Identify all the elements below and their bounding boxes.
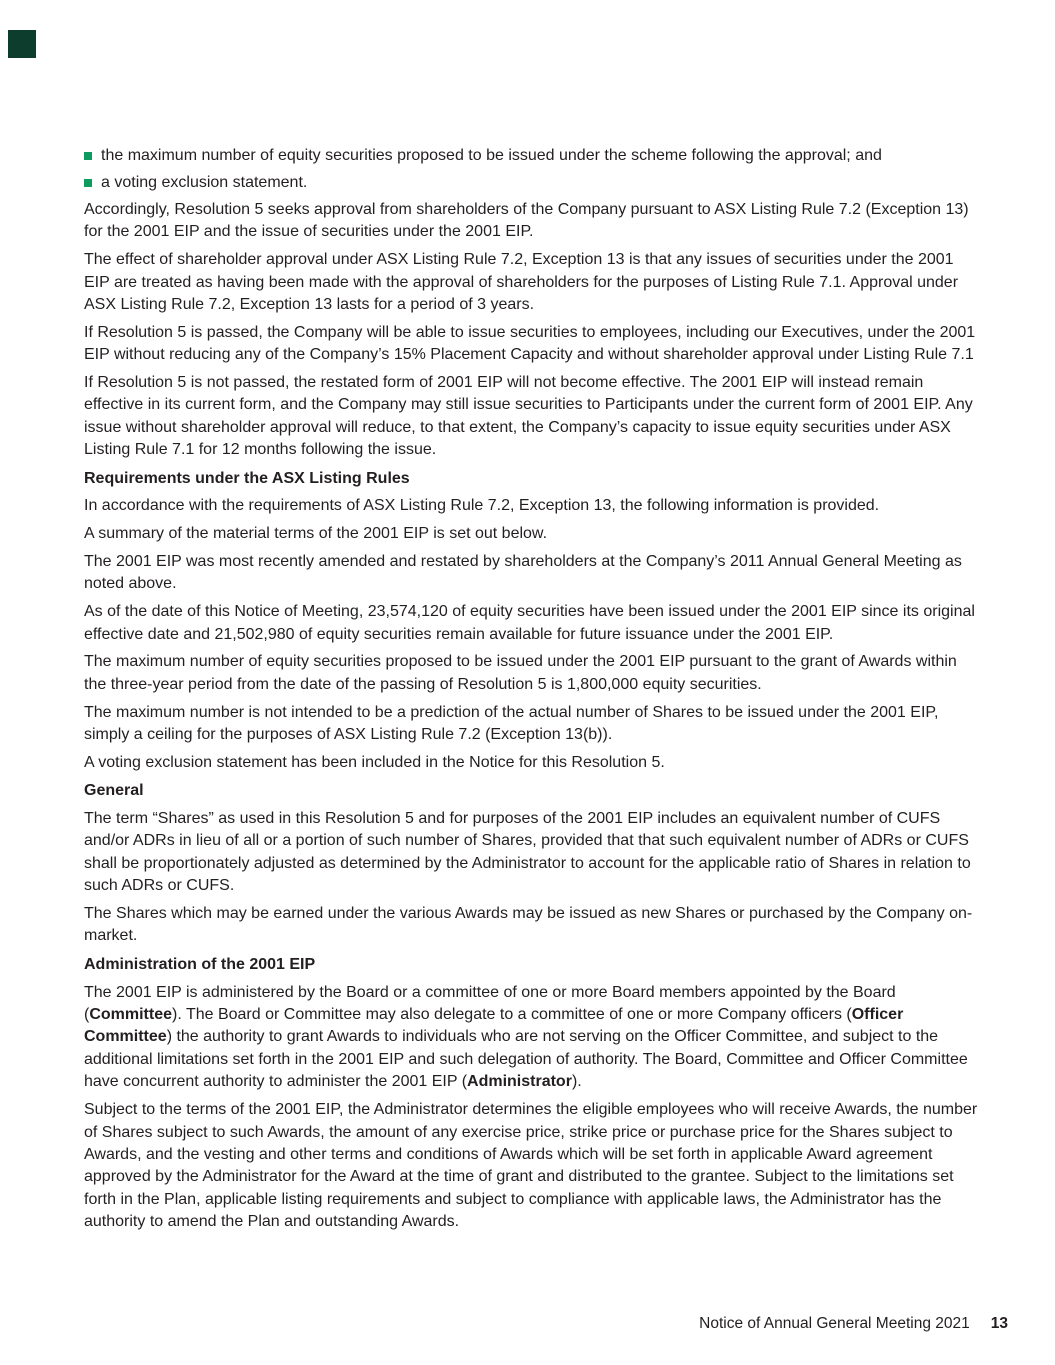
body-paragraph bbox=[84, 808, 978, 898]
footer-title: Notice of Annual General Meeting 2021 bbox=[699, 1315, 970, 1332]
bullet-square-icon bbox=[84, 152, 92, 160]
bullet-item bbox=[84, 172, 978, 194]
section-heading bbox=[84, 954, 978, 976]
page-number: 13 bbox=[990, 1315, 1008, 1332]
text-run: If Resolution 5 is passed, the Company will be able to issue securities to employees, including our Executives, under the 2001 EIP without reducing any of the Company’s 15% Placement Capacity and without shareholder approval under Listing Rule 7.1 bbox=[84, 323, 976, 364]
text-run: A voting exclusion statement has been included in the Notice for this Resolution 5. bbox=[84, 753, 665, 771]
text-run: The effect of shareholder approval under ASX Listing Rule 7.2, Exception 13 is that any issues of securities under the 2001 EIP are treated as having been made with the approval of shareholders for the purposes of Listing Rule 7.1. Approval under ASX Listing Rule 7.2, Exception 13 lasts for a period of 3 years. bbox=[84, 251, 959, 314]
body-paragraph bbox=[84, 322, 978, 367]
text-run: The maximum number of equity securities proposed to be issued under the 2001 EIP pursuant to the grant of Awards within the three-year period from the date of the passing of Resolution 5 is 1,800,000 equity securities. bbox=[84, 653, 957, 693]
text-run: a voting exclusion statement. bbox=[101, 174, 308, 191]
text-run: ). The Board or Committee may also delegate to a committee of one or more Company officers ( bbox=[172, 1006, 852, 1024]
text-run: In accordance with the requirements of ASX Listing Rule 7.2, Exception 13, the following information is provided. bbox=[84, 497, 880, 515]
body-paragraph bbox=[84, 1099, 978, 1233]
body-paragraph bbox=[84, 249, 978, 316]
body-paragraph bbox=[84, 372, 978, 462]
text-run: The Shares which may be earned under the various Awards may be issued as new Shares or purchased by the Company on-market. bbox=[84, 905, 973, 945]
text-run: Subject to the terms of the 2001 EIP, the Administrator determines the eligible employees who will receive Awards, the number of Shares subject to such Awards, the amount of any exercise price, strike price or purchase price for the Shares subject to Awards, and the vesting and other terms and conditions of Awards which will be set forth in applicable Award agreement approved by the Administrator for the Award at the time of grant and distributed to the grantee. Subject to the limitations set forth in the Plan, applicable listing requirements and subject to compliance with applicable laws, the Administrator has the authority to amend the Plan and outstanding Awards. bbox=[84, 1101, 978, 1231]
page-footer bbox=[699, 1315, 1008, 1333]
document-content bbox=[84, 145, 978, 1239]
bold-text-run: Requirements under the ASX Listing Rules bbox=[84, 469, 410, 487]
body-paragraph bbox=[84, 651, 978, 696]
body-paragraph bbox=[84, 551, 978, 596]
text-run: The term “Shares” as used in this Resolution 5 and for purposes of the 2001 EIP includes an equivalent number of CUFS and/or ADRs in lieu of all or a portion of such number of Shares, provided that that such equivalent number of ADRs or CUFS shall be proportionately adjusted as determined by the Administrator to account for the applicable ratio of Shares in relation to such ADRs or CUFS. bbox=[84, 810, 971, 895]
text-run: ). bbox=[571, 1073, 582, 1091]
corner-brand-mark bbox=[8, 30, 36, 58]
bold-text-run: Committee bbox=[89, 1006, 173, 1024]
text-run: As of the date of this Notice of Meeting, 23,574,120 of equity securities have been issued under the 2001 EIP since its original effective date and 21,502,980 of equity securities remain available for future issuance under the 2001 EIP. bbox=[84, 603, 975, 643]
body-paragraph bbox=[84, 752, 978, 774]
text-run: Accordingly, Resolution 5 seeks approval from shareholders of the Company pursuant to ASX Listing Rule 7.2 (Exception 13) for the 2001 EIP and the issue of securities under the 2001 EIP. bbox=[84, 201, 969, 241]
text-run: the maximum number of equity securities proposed to be issued under the scheme following the approval; and bbox=[101, 147, 882, 164]
text-run: The 2001 EIP is administered by the Board or a committee of one or more Board members appointed by the Board ( bbox=[84, 983, 896, 1024]
bold-text-run: Administrator bbox=[467, 1073, 572, 1091]
text-run: A summary of the material terms of the 2001 EIP is set out below. bbox=[84, 525, 548, 543]
body-paragraph bbox=[84, 199, 978, 244]
bold-text-run: General bbox=[84, 782, 144, 800]
text-run: The 2001 EIP was most recently amended and restated by shareholders at the Company’s 2011 Annual General Meeting as noted above. bbox=[84, 553, 962, 593]
section-heading bbox=[84, 468, 978, 490]
text-run: The maximum number is not intended to be a prediction of the actual number of Shares to be issued under the 2001 EIP, simply a ceiling for the purposes of ASX Listing Rule 7.2 (Exception 13(b)). bbox=[84, 703, 939, 744]
text-run: ) the authority to grant Awards to individuals who are not serving on the Officer Committee, and subject to the additional limitations set forth in the 2001 EIP and such delegation of authority. The Board, Committee and Officer Committee have concurrent authority to administer the 2001 EIP ( bbox=[84, 1028, 968, 1091]
bold-text-run: Officer Committee bbox=[84, 1006, 904, 1046]
body-paragraph bbox=[84, 601, 978, 646]
body-paragraph bbox=[84, 982, 978, 1094]
bold-text-run: Administration of the 2001 EIP bbox=[84, 955, 316, 973]
bullet-text bbox=[101, 174, 307, 191]
body-paragraph bbox=[84, 495, 978, 517]
body-paragraph bbox=[84, 702, 978, 747]
section-heading bbox=[84, 780, 978, 802]
text-run: If Resolution 5 is not passed, the restated form of 2001 EIP will not become effective. The 2001 EIP will instead remain effective in its current form, and the Company may still issue securities to Participants under the current form of 2001 EIP. Any issue without shareholder approval will reduce, to that extent, the Company’s capacity to issue equity securities under ASX Listing Rule 7.1 for 12 months following the issue. bbox=[84, 374, 973, 459]
bullet-item bbox=[84, 145, 978, 167]
bullet-square-icon bbox=[84, 179, 92, 187]
body-paragraph bbox=[84, 523, 978, 545]
body-paragraph bbox=[84, 903, 978, 948]
bullet-text bbox=[101, 147, 882, 164]
